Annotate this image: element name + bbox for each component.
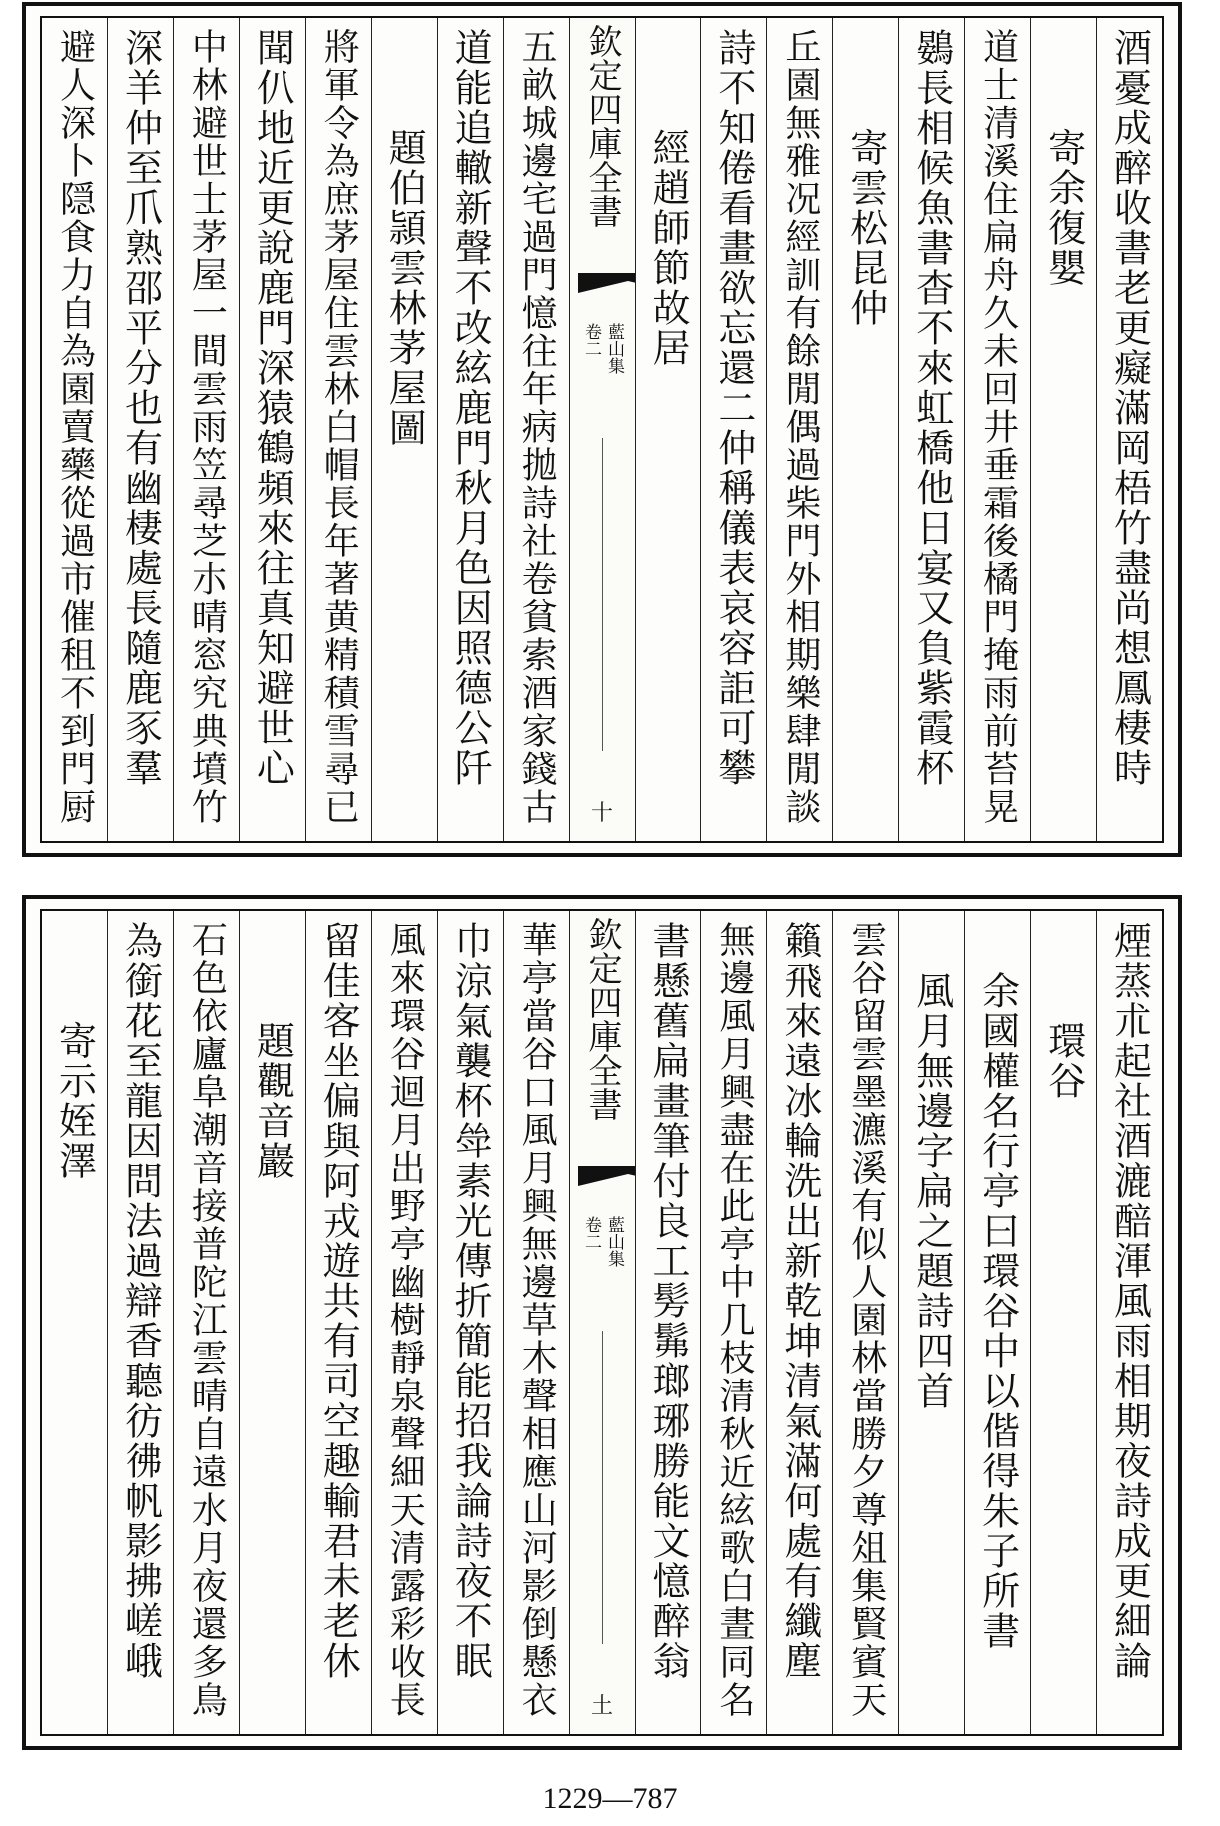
text-column xyxy=(1096,18,1162,841)
text-column xyxy=(898,911,964,1734)
bottom-page-frame xyxy=(40,909,1164,1736)
text-column xyxy=(239,18,305,841)
poem-text: 中林避世士茅屋一間雲雨笠尋芝朩晴窓究典墳竹 xyxy=(186,28,228,826)
text-column xyxy=(173,911,239,1734)
text-column xyxy=(700,911,766,1734)
text-column xyxy=(832,911,898,1734)
text-column xyxy=(42,18,107,841)
poem-text: 五畝城邊宅過門憶往年病拋詩社卷貧索酒家錢古 xyxy=(516,28,558,826)
book-info xyxy=(581,323,625,374)
top-page xyxy=(22,2,1182,857)
poem-title: 寄示姪澤 xyxy=(52,1021,97,1181)
text-column xyxy=(305,911,371,1734)
poem-text: 道士清溪住扁舟久未回井垂霜後橘門掩雨前苔晃 xyxy=(977,28,1019,826)
text-column xyxy=(239,911,305,1734)
bottom-page xyxy=(22,895,1182,1750)
poem-text: 風月無邊字扁之題詩四首 xyxy=(909,971,954,1411)
text-column xyxy=(635,18,701,841)
poem-text: 為銜花至龍因問法過辯香聽彷彿帆影拂嵯峨 xyxy=(118,921,163,1681)
center-fold-column xyxy=(569,911,635,1734)
fishtail-mark-icon xyxy=(578,273,635,293)
text-column xyxy=(964,18,1030,841)
poem-text: 道能追轍新聲不改絃鹿門秋月色因照德公阡 xyxy=(448,28,493,788)
text-column xyxy=(107,911,173,1734)
page-footer-number: 1229—787 xyxy=(542,1782,678,1815)
text-column xyxy=(437,18,503,841)
poem-title: 環谷 xyxy=(1041,1021,1086,1101)
text-column xyxy=(1030,18,1096,841)
poem-text: 詩不知倦看畫欲忘還二仲稱儀表哀容詎可攀 xyxy=(711,28,756,788)
poem-text: 鷃長相候魚書杳不來虹橋他日宴又負紫霞杯 xyxy=(909,28,954,788)
poem-text: 書懸舊扁畫筆付良工髣髴瑯琊勝能文憶醉翁 xyxy=(645,921,690,1681)
text-column xyxy=(1096,911,1162,1734)
text-column xyxy=(107,18,173,841)
text-column xyxy=(371,911,437,1734)
poem-title: 題伯頴雲林茅屋圖 xyxy=(382,128,427,448)
text-column xyxy=(766,18,832,841)
bottom-page-columns xyxy=(42,911,1162,1734)
poem-text: 巾涼氣襲杯斚素光傳折簡能招我論詩夜不眠 xyxy=(448,921,493,1681)
poem-text: 丘園無雅况經訓有餘閒偶過柴門外相期樂肆閒談 xyxy=(779,28,821,826)
text-column xyxy=(305,18,371,841)
book-name: 藍山集 xyxy=(604,323,625,374)
poem-text: 煙蒸朮起社酒漉醅渾風雨相期夜詩成更細論 xyxy=(1107,921,1152,1681)
text-column xyxy=(173,18,239,841)
leaf-number: 土 xyxy=(591,1694,614,1719)
center-rule xyxy=(602,438,603,751)
text-column xyxy=(42,911,107,1734)
volume-label: 卷二 xyxy=(581,323,602,357)
poem-title: 寄余復嬰 xyxy=(1041,128,1086,288)
book-name: 藍山集 xyxy=(604,1216,625,1267)
poem-text: 酒憂成醉收書老更癡滿岡梧竹盡尚想鳳棲時 xyxy=(1107,28,1152,788)
book-info xyxy=(581,1216,625,1267)
text-column xyxy=(371,18,437,841)
collection-title: 欽定四庫全書 xyxy=(582,24,623,228)
poem-text: 深羊仲至爪熟邵平分也有幽棲處長隨鹿豕羣 xyxy=(118,28,163,788)
poem-text: 籟飛來遠冰輪洗出新乾坤清氣滿何處有纖塵 xyxy=(777,921,822,1681)
text-column xyxy=(964,911,1030,1734)
text-column xyxy=(503,18,569,841)
collection-title: 欽定四庫全書 xyxy=(582,917,623,1121)
center-fold-column xyxy=(569,18,635,841)
poem-title: 經趙師節故居 xyxy=(645,128,690,368)
poem-text: 石色依廬阜潮音接普陀江雲晴自遠水月夜還多鳥 xyxy=(186,921,228,1719)
text-column xyxy=(1030,911,1096,1734)
poem-text: 避人深卜隠食力自為園賣藥從過市催租不到門厨 xyxy=(54,28,96,826)
poem-text: 余國權名行亭曰環谷中以偕得朱子所書 xyxy=(975,971,1020,1651)
poem-text: 聞仈地近更說鹿門深猿鶴頻來往真知避世心 xyxy=(250,28,295,788)
poem-title: 題觀音巖 xyxy=(250,1021,295,1181)
center-rule xyxy=(602,1331,603,1644)
text-column xyxy=(766,911,832,1734)
poem-title: 寄雲松昆仲 xyxy=(843,128,888,328)
poem-text: 無邊風月興盡在此亭中几枝清秋近絃歌白晝同名 xyxy=(713,921,755,1719)
text-column xyxy=(635,911,701,1734)
text-column xyxy=(437,911,503,1734)
poem-text: 華亭當谷口風月興無邊草木聲相應山河影倒懸衣 xyxy=(516,921,558,1719)
poem-text: 留佳客坐偏與阿戎遊共有司空趣輸君未老休 xyxy=(316,921,361,1681)
poem-text: 雲谷留雲墨瀌溪有似人園林當勝夕尊俎集賢賓天 xyxy=(845,921,887,1719)
text-column xyxy=(832,18,898,841)
text-column xyxy=(898,18,964,841)
text-column xyxy=(503,911,569,1734)
leaf-number: 十 xyxy=(591,801,614,826)
text-column xyxy=(700,18,766,841)
volume-label: 卷二 xyxy=(581,1216,602,1250)
fishtail-mark-icon xyxy=(578,1166,635,1186)
poem-text: 風來環谷迴月出野亭幽樹靜泉聲細天清露彩收長 xyxy=(384,921,426,1719)
poem-text: 將軍令為庶茅屋住雲林白帽長年著黄精積雪尋已 xyxy=(318,28,360,826)
top-page-frame xyxy=(40,16,1164,843)
top-page-columns xyxy=(42,18,1162,841)
